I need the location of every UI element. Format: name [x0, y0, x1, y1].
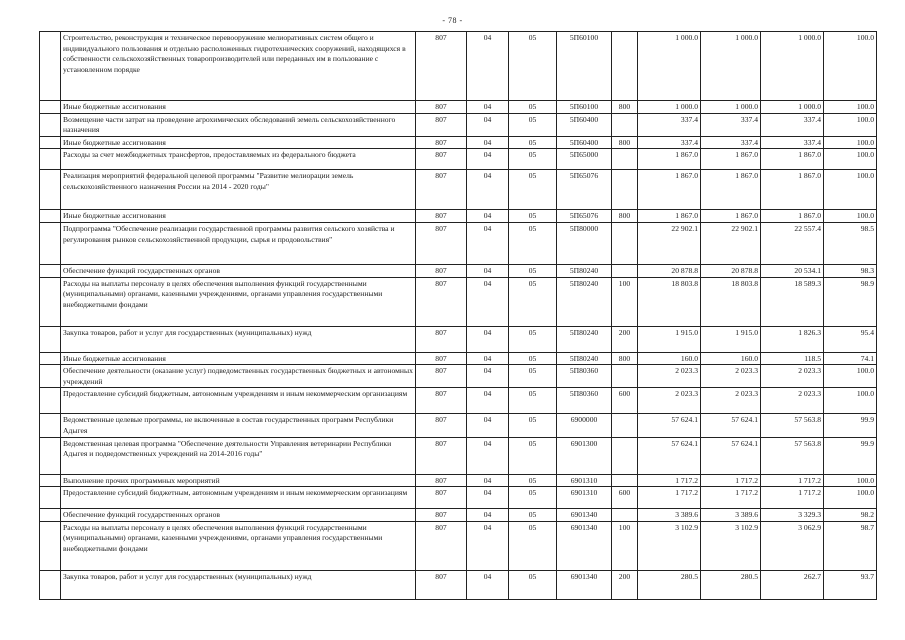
item-name-cell: Строительство, реконструкция и техническое перевооружение мелиоративных систем общего и индивидуального пользования и отдельно расположенных гидротехнических сооружений, находящихся в собственности сельскохозяйственных товаропроизводителей или переданных им в пользование с установленном порядке	[61, 32, 416, 101]
section-code-cell: 04	[467, 149, 509, 170]
section-code-cell: 04	[467, 113, 509, 136]
executed-amount-cell: 337.4	[761, 136, 824, 149]
approved-amount-cell: 1 867.0	[638, 149, 701, 170]
subsection-code-cell: 05	[509, 326, 557, 352]
expense-type-cell	[612, 149, 638, 170]
item-name-cell: Подпрограмма "Обеспечение реализации государственной программы развития сельского хозяйства и регулирования рынков сельскохозяйственной продукции, сырья и продовольствия"	[61, 222, 416, 264]
target-article-cell: 5П80240	[557, 277, 612, 326]
subsection-code-cell: 05	[509, 210, 557, 223]
execution-percent-cell: 100.0	[824, 388, 877, 414]
executed-amount-cell: 2 023.3	[761, 365, 824, 388]
execution-percent-cell: 98.3	[824, 264, 877, 277]
ministry-code-cell: 807	[416, 101, 467, 114]
execution-percent-cell: 100.0	[824, 170, 877, 210]
item-name-cell: Иные бюджетные ассигнования	[61, 101, 416, 114]
ministry-code-cell: 807	[416, 437, 467, 474]
ministry-code-cell: 807	[416, 170, 467, 210]
ministry-code-cell: 807	[416, 521, 467, 570]
executed-amount-cell: 1 826.3	[761, 326, 824, 352]
item-name-cell: Расходы на выплаты персоналу в целях обеспечения выполнения функций государственными (муниципальными) органами, казенными учреждениями, органами управления государственными внебюджетными фондами	[61, 277, 416, 326]
table-row	[40, 365, 877, 388]
approved-amount-cell: 57 624.1	[638, 414, 701, 437]
section-code-cell: 04	[467, 352, 509, 365]
approved-amount-cell: 3 102.9	[638, 521, 701, 570]
target-article-cell: 5П80360	[557, 365, 612, 388]
expense-type-cell	[612, 170, 638, 210]
item-name-cell: Иные бюджетные ассигнования	[61, 352, 416, 365]
planned-amount-cell: 1 915.0	[701, 326, 761, 352]
expense-type-cell: 200	[612, 326, 638, 352]
executed-amount-cell: 1 717.2	[761, 487, 824, 509]
ministry-code-cell: 807	[416, 474, 467, 487]
target-article-cell: 6901310	[557, 487, 612, 509]
section-code-cell: 04	[467, 277, 509, 326]
execution-percent-cell: 100.0	[824, 149, 877, 170]
planned-amount-cell: 22 902.1	[701, 222, 761, 264]
execution-percent-cell: 74.1	[824, 352, 877, 365]
approved-amount-cell: 1 000.0	[638, 32, 701, 101]
ministry-code-cell: 807	[416, 277, 467, 326]
executed-amount-cell: 1 867.0	[761, 210, 824, 223]
approved-amount-cell: 337.4	[638, 113, 701, 136]
item-name-cell: Закупка товаров, работ и услуг для государственных (муниципальных) нужд	[61, 570, 416, 599]
section-code-cell: 04	[467, 474, 509, 487]
item-name-cell: Расходы на выплаты персоналу в целях обеспечения выполнения функций государственными (муниципальными) органами, казенными учреждениями, органами управления государственными внебюджетными фондами	[61, 521, 416, 570]
planned-amount-cell: 2 023.3	[701, 388, 761, 414]
subsection-code-cell: 05	[509, 170, 557, 210]
execution-percent-cell: 99.9	[824, 437, 877, 474]
table-row	[40, 388, 877, 414]
section-code-cell: 04	[467, 570, 509, 599]
expense-type-cell	[612, 222, 638, 264]
execution-percent-cell: 100.0	[824, 113, 877, 136]
blank-cell	[40, 170, 61, 210]
target-article-cell: 6901340	[557, 509, 612, 522]
execution-percent-cell: 99.9	[824, 414, 877, 437]
section-code-cell: 04	[467, 388, 509, 414]
blank-cell	[40, 136, 61, 149]
table-row	[40, 136, 877, 149]
blank-cell	[40, 521, 61, 570]
section-code-cell: 04	[467, 326, 509, 352]
expense-type-cell	[612, 113, 638, 136]
table-row	[40, 352, 877, 365]
executed-amount-cell: 1 867.0	[761, 170, 824, 210]
execution-percent-cell: 98.5	[824, 222, 877, 264]
budget-table	[39, 31, 877, 600]
target-article-cell: 5П60400	[557, 136, 612, 149]
approved-amount-cell: 2 023.3	[638, 365, 701, 388]
ministry-code-cell: 807	[416, 210, 467, 223]
subsection-code-cell: 05	[509, 352, 557, 365]
target-article-cell: 5П65076	[557, 210, 612, 223]
expense-type-cell	[612, 509, 638, 522]
table-row	[40, 487, 877, 509]
blank-cell	[40, 210, 61, 223]
approved-amount-cell: 18 803.8	[638, 277, 701, 326]
expense-type-cell	[612, 474, 638, 487]
executed-amount-cell: 1 717.2	[761, 474, 824, 487]
item-name-cell: Иные бюджетные ассигнования	[61, 210, 416, 223]
expense-type-cell	[612, 365, 638, 388]
blank-cell	[40, 487, 61, 509]
expense-type-cell: 100	[612, 277, 638, 326]
subsection-code-cell: 05	[509, 222, 557, 264]
subsection-code-cell: 05	[509, 414, 557, 437]
executed-amount-cell: 57 563.8	[761, 437, 824, 474]
table-row	[40, 570, 877, 599]
blank-cell	[40, 222, 61, 264]
table-row	[40, 326, 877, 352]
item-name-cell: Предоставление субсидий бюджетным, автономным учреждениям и иным некоммерческим организациям	[61, 487, 416, 509]
section-code-cell: 04	[467, 414, 509, 437]
blank-cell	[40, 277, 61, 326]
section-code-cell: 04	[467, 136, 509, 149]
approved-amount-cell: 20 878.8	[638, 264, 701, 277]
item-name-cell: Закупка товаров, работ и услуг для государственных (муниципальных) нужд	[61, 326, 416, 352]
table-row	[40, 101, 877, 114]
planned-amount-cell: 57 624.1	[701, 437, 761, 474]
section-code-cell: 04	[467, 32, 509, 101]
executed-amount-cell: 3 329.3	[761, 509, 824, 522]
expense-type-cell: 800	[612, 352, 638, 365]
ministry-code-cell: 807	[416, 414, 467, 437]
page-number: - 78 -	[442, 16, 463, 25]
table-row	[40, 113, 877, 136]
subsection-code-cell: 05	[509, 437, 557, 474]
table-row	[40, 277, 877, 326]
ministry-code-cell: 807	[416, 326, 467, 352]
table-row	[40, 222, 877, 264]
execution-percent-cell: 100.0	[824, 136, 877, 149]
table-row	[40, 32, 877, 101]
item-name-cell: Обеспечение функций государственных органов	[61, 264, 416, 277]
expense-type-cell: 600	[612, 388, 638, 414]
execution-percent-cell: 100.0	[824, 101, 877, 114]
blank-cell	[40, 32, 61, 101]
expense-type-cell: 100	[612, 521, 638, 570]
target-article-cell: 6901340	[557, 570, 612, 599]
planned-amount-cell: 1 717.2	[701, 487, 761, 509]
planned-amount-cell: 1 000.0	[701, 32, 761, 101]
subsection-code-cell: 05	[509, 136, 557, 149]
subsection-code-cell: 05	[509, 509, 557, 522]
expense-type-cell: 200	[612, 570, 638, 599]
approved-amount-cell: 337.4	[638, 136, 701, 149]
target-article-cell: 5П65000	[557, 149, 612, 170]
blank-cell	[40, 437, 61, 474]
section-code-cell: 04	[467, 487, 509, 509]
table-row	[40, 521, 877, 570]
blank-cell	[40, 388, 61, 414]
execution-percent-cell: 98.7	[824, 521, 877, 570]
ministry-code-cell: 807	[416, 365, 467, 388]
section-code-cell: 04	[467, 365, 509, 388]
target-article-cell: 5П60400	[557, 113, 612, 136]
subsection-code-cell: 05	[509, 32, 557, 101]
subsection-code-cell: 05	[509, 149, 557, 170]
executed-amount-cell: 1 000.0	[761, 32, 824, 101]
item-name-cell: Выполнение прочих программных мероприятий	[61, 474, 416, 487]
execution-percent-cell: 100.0	[824, 32, 877, 101]
table-row	[40, 509, 877, 522]
planned-amount-cell: 280.5	[701, 570, 761, 599]
executed-amount-cell: 118.5	[761, 352, 824, 365]
execution-percent-cell: 100.0	[824, 487, 877, 509]
approved-amount-cell: 2 023.3	[638, 388, 701, 414]
executed-amount-cell: 22 557.4	[761, 222, 824, 264]
subsection-code-cell: 05	[509, 487, 557, 509]
item-name-cell: Предоставление субсидий бюджетным, автономным учреждениям и иным некоммерческим организациям	[61, 388, 416, 414]
execution-percent-cell: 95.4	[824, 326, 877, 352]
subsection-code-cell: 05	[509, 264, 557, 277]
planned-amount-cell: 337.4	[701, 113, 761, 136]
planned-amount-cell: 1 000.0	[701, 101, 761, 114]
execution-percent-cell: 98.9	[824, 277, 877, 326]
executed-amount-cell: 2 023.3	[761, 388, 824, 414]
expense-type-cell	[612, 264, 638, 277]
target-article-cell: 5П80360	[557, 388, 612, 414]
target-article-cell: 5П80240	[557, 264, 612, 277]
subsection-code-cell: 05	[509, 277, 557, 326]
section-code-cell: 04	[467, 210, 509, 223]
approved-amount-cell: 22 902.1	[638, 222, 701, 264]
table-row	[40, 210, 877, 223]
approved-amount-cell: 1 867.0	[638, 170, 701, 210]
section-code-cell: 04	[467, 170, 509, 210]
target-article-cell: 5П80240	[557, 352, 612, 365]
approved-amount-cell: 1 717.2	[638, 487, 701, 509]
blank-cell	[40, 113, 61, 136]
ministry-code-cell: 807	[416, 32, 467, 101]
item-name-cell: Расходы за счет межбюджетных трансфертов, предоставляемых из федерального бюджета	[61, 149, 416, 170]
executed-amount-cell: 262.7	[761, 570, 824, 599]
executed-amount-cell: 3 062.9	[761, 521, 824, 570]
expense-type-cell	[612, 437, 638, 474]
table-row	[40, 474, 877, 487]
expense-type-cell: 800	[612, 101, 638, 114]
planned-amount-cell: 337.4	[701, 136, 761, 149]
planned-amount-cell: 1 867.0	[701, 149, 761, 170]
ministry-code-cell: 807	[416, 509, 467, 522]
blank-cell	[40, 101, 61, 114]
item-name-cell: Иные бюджетные ассигнования	[61, 136, 416, 149]
approved-amount-cell: 160.0	[638, 352, 701, 365]
blank-cell	[40, 414, 61, 437]
subsection-code-cell: 05	[509, 474, 557, 487]
expense-type-cell: 800	[612, 210, 638, 223]
approved-amount-cell: 280.5	[638, 570, 701, 599]
planned-amount-cell: 3 102.9	[701, 521, 761, 570]
executed-amount-cell: 337.4	[761, 113, 824, 136]
table-row	[40, 414, 877, 437]
target-article-cell: 6901340	[557, 521, 612, 570]
target-article-cell: 6900000	[557, 414, 612, 437]
blank-cell	[40, 474, 61, 487]
execution-percent-cell: 100.0	[824, 474, 877, 487]
section-code-cell: 04	[467, 509, 509, 522]
executed-amount-cell: 18 589.3	[761, 277, 824, 326]
target-article-cell: 5П65076	[557, 170, 612, 210]
ministry-code-cell: 807	[416, 136, 467, 149]
planned-amount-cell: 160.0	[701, 352, 761, 365]
table-row	[40, 149, 877, 170]
planned-amount-cell: 57 624.1	[701, 414, 761, 437]
ministry-code-cell: 807	[416, 149, 467, 170]
target-article-cell: 5П80240	[557, 326, 612, 352]
item-name-cell: Реализация мероприятий федеральной целевой программы "Развитие мелиорации земель сельскохозяйственного назначения России на 2014 - 2020 годы"	[61, 170, 416, 210]
target-article-cell: 6901300	[557, 437, 612, 474]
executed-amount-cell: 20 534.1	[761, 264, 824, 277]
executed-amount-cell: 57 563.8	[761, 414, 824, 437]
execution-percent-cell: 93.7	[824, 570, 877, 599]
planned-amount-cell: 18 803.8	[701, 277, 761, 326]
target-article-cell: 6901310	[557, 474, 612, 487]
approved-amount-cell: 1 915.0	[638, 326, 701, 352]
ministry-code-cell: 807	[416, 352, 467, 365]
item-name-cell: Ведомственная целевая программа "Обеспечение деятельности Управления ветеринарии Республики Адыгея и подведомственных учреждений на 2014-2016 годы"	[61, 437, 416, 474]
blank-cell	[40, 352, 61, 365]
subsection-code-cell: 05	[509, 521, 557, 570]
table-row	[40, 170, 877, 210]
execution-percent-cell: 100.0	[824, 210, 877, 223]
section-code-cell: 04	[467, 521, 509, 570]
blank-cell	[40, 509, 61, 522]
approved-amount-cell: 1 000.0	[638, 101, 701, 114]
subsection-code-cell: 05	[509, 570, 557, 599]
planned-amount-cell: 1 867.0	[701, 170, 761, 210]
planned-amount-cell: 1 867.0	[701, 210, 761, 223]
executed-amount-cell: 1 000.0	[761, 101, 824, 114]
ministry-code-cell: 807	[416, 222, 467, 264]
section-code-cell: 04	[467, 437, 509, 474]
expense-type-cell	[612, 414, 638, 437]
section-code-cell: 04	[467, 101, 509, 114]
planned-amount-cell: 2 023.3	[701, 365, 761, 388]
execution-percent-cell: 100.0	[824, 365, 877, 388]
expense-type-cell: 600	[612, 487, 638, 509]
planned-amount-cell: 1 717.2	[701, 474, 761, 487]
budget-table-body	[40, 32, 877, 600]
section-code-cell: 04	[467, 222, 509, 264]
approved-amount-cell: 3 389.6	[638, 509, 701, 522]
table-row	[40, 264, 877, 277]
blank-cell	[40, 365, 61, 388]
approved-amount-cell: 1 717.2	[638, 474, 701, 487]
item-name-cell: Обеспечение функций государственных органов	[61, 509, 416, 522]
planned-amount-cell: 3 389.6	[701, 509, 761, 522]
ministry-code-cell: 807	[416, 264, 467, 277]
subsection-code-cell: 05	[509, 365, 557, 388]
subsection-code-cell: 05	[509, 113, 557, 136]
expense-type-cell: 800	[612, 136, 638, 149]
approved-amount-cell: 1 867.0	[638, 210, 701, 223]
planned-amount-cell: 20 878.8	[701, 264, 761, 277]
subsection-code-cell: 05	[509, 101, 557, 114]
approved-amount-cell: 57 624.1	[638, 437, 701, 474]
subsection-code-cell: 05	[509, 388, 557, 414]
blank-cell	[40, 570, 61, 599]
target-article-cell: 5П80000	[557, 222, 612, 264]
blank-cell	[40, 326, 61, 352]
ministry-code-cell: 807	[416, 487, 467, 509]
execution-percent-cell: 98.2	[824, 509, 877, 522]
target-article-cell: 5П60100	[557, 101, 612, 114]
item-name-cell: Обеспечение деятельности (оказание услуг) подведомственных государственных бюджетных и автономных учреждений	[61, 365, 416, 388]
expense-type-cell	[612, 32, 638, 101]
table-row	[40, 437, 877, 474]
section-code-cell: 04	[467, 264, 509, 277]
blank-cell	[40, 149, 61, 170]
item-name-cell: Возмещение части затрат на проведение агрохимических обследований земель сельскохозяйственного назначения	[61, 113, 416, 136]
executed-amount-cell: 1 867.0	[761, 149, 824, 170]
blank-cell	[40, 264, 61, 277]
ministry-code-cell: 807	[416, 388, 467, 414]
ministry-code-cell: 807	[416, 113, 467, 136]
target-article-cell: 5П60100	[557, 32, 612, 101]
ministry-code-cell: 807	[416, 570, 467, 599]
item-name-cell: Ведомственные целевые программы, не включенные в состав государственных программ Республики Адыгея	[61, 414, 416, 437]
